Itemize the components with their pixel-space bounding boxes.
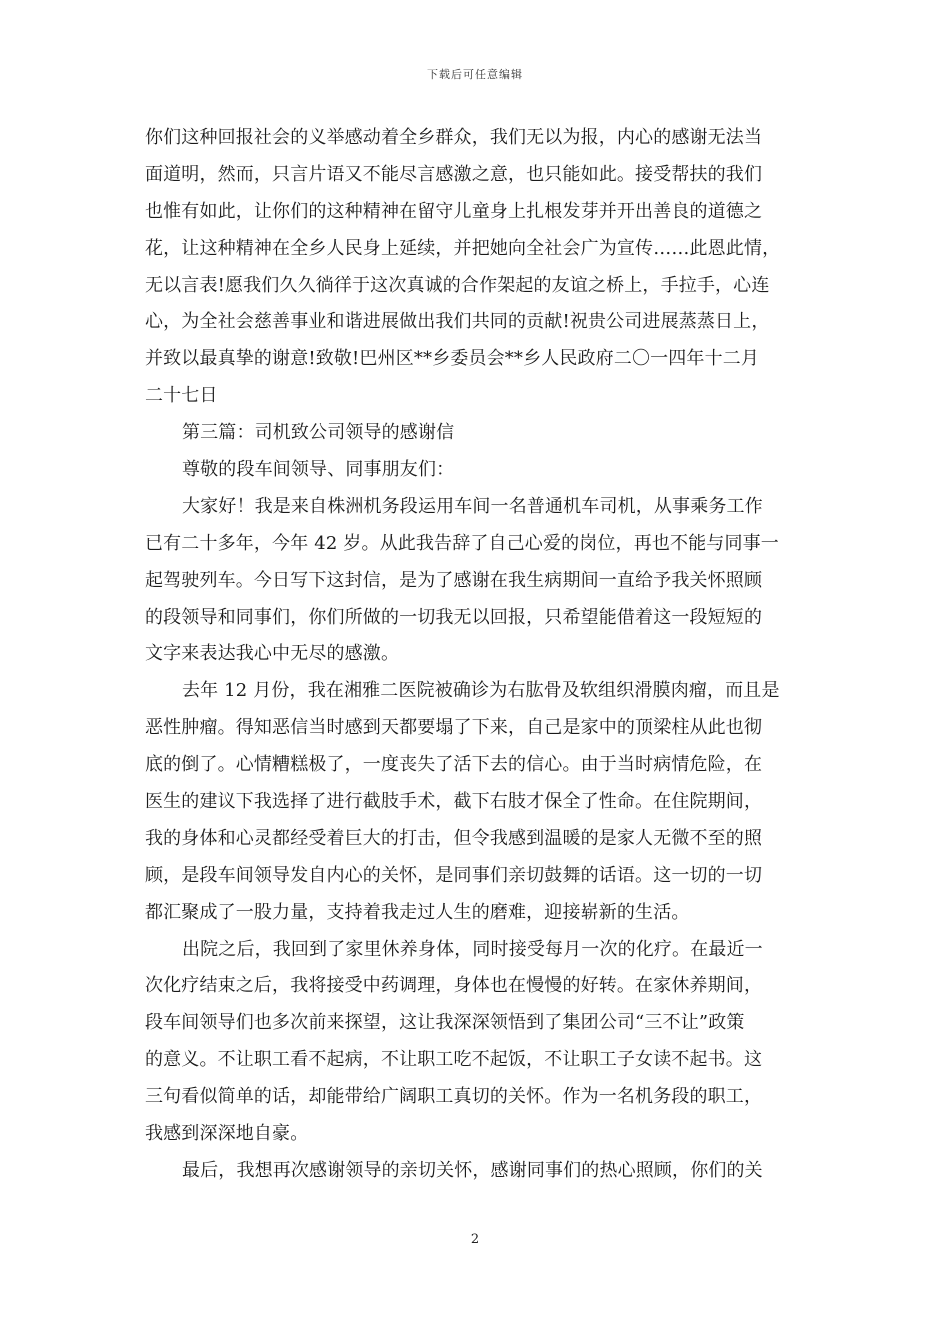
text-line: 心，为全社会慈善事业和谐进展做出我们共同的贡献!祝贵公司进展蒸蒸日上，: [145, 311, 770, 333]
text-line: 二十七日: [145, 385, 218, 407]
text-line: 尊敬的段车间领导、同事朋友们：: [182, 459, 455, 481]
text-line: 恶性肿瘤。得知恶信当时感到天都要塌了下来，自己是家中的顶梁柱从此也彻: [145, 717, 763, 739]
text-line: 第三篇：司机致公司领导的感谢信: [182, 422, 455, 444]
text-line: 都汇聚成了一股力量，支持着我走过人生的磨难，迎接崭新的生活。: [145, 901, 690, 923]
page-header: 下载后可任意编辑: [427, 68, 523, 81]
text-line: 花，让这种精神在全乡人民身上延续，并把她向全社会广为宣传……此恩此情，: [145, 237, 781, 259]
text-line: 三句看似简单的话，却能带给广阔职工真切的关怀。作为一名机务段的职工，: [145, 1086, 763, 1108]
text-line: 出院之后，我回到了家里休养身体，同时接受每月一次的化疗。在最近一: [182, 938, 763, 960]
text-line: 面道明，然而，只言片语又不能尽言感激之意，也只能如此。接受帮扶的我们: [145, 163, 763, 185]
text-line: 我的身体和心灵都经受着巨大的打击，但令我感到温暖的是家人无微不至的照: [145, 827, 763, 849]
text-line: 也惟有如此，让你们的这种精神在留守儿童身上扎根发芽并开出善良的道德之: [145, 200, 763, 222]
text-line: 去年 12 月份，我在湘雅二医院被确诊为右肱骨及软组织滑膜肉瘤，而且是: [182, 680, 780, 702]
text-line: 已有二十多年，今年 42 岁。从此我告辞了自己心爱的岗位，再也不能与同事一: [145, 532, 779, 554]
text-line: 段车间领导们也多次前来探望，这让我深深领悟到了集团公司“三不让”政策: [145, 1012, 745, 1034]
text-line: 顾，是段车间领导发自内心的关怀，是同事们亲切鼓舞的话语。这一切的一切: [145, 864, 763, 886]
text-line: 起驾驶列车。今日写下这封信，是为了感谢在我生病期间一直给予我关怀照顾: [145, 569, 763, 591]
document-body: [145, 120, 815, 1190]
text-line: 大家好！我是来自株洲机务段运用车间一名普通机车司机，从事乘务工作: [182, 495, 763, 517]
page-number: 2: [470, 1232, 480, 1247]
text-line: 最后，我想再次感谢领导的亲切关怀，感谢同事们的热心照顾，你们的关: [182, 1159, 763, 1181]
text-line: 医生的建议下我选择了进行截肢手术，截下右肢才保全了性命。在住院期间，: [145, 791, 763, 813]
text-line: 并致以最真挚的谢意!致敬!巴州区**乡委员会**乡人民政府二〇一四年十二月: [145, 348, 760, 370]
text-line: 的段领导和同事们，你们所做的一切我无以回报，只希望能借着这一段短短的: [145, 606, 763, 628]
text-line: 次化疗结束之后，我将接受中药调理，身体也在慢慢的好转。在家休养期间，: [145, 975, 763, 997]
text-line: 你们这种回报社会的义举感动着全乡群众，我们无以为报，内心的感谢无法当: [145, 127, 763, 148]
text-line: 我感到深深地自豪。: [145, 1123, 309, 1145]
text-line: 底的倒了。心情糟糕极了，一度丧失了活下去的信心。由于当时病情危险，在: [145, 754, 763, 776]
text-line: 无以言表!愿我们久久徜徉于这次真诚的合作架起的友谊之桥上，手拉手，心连: [145, 274, 770, 296]
text-line: 文字来表达我心中无尽的感激。: [145, 643, 400, 665]
text-line: 的意义。不让职工看不起病，不让职工吃不起饭，不让职工子女读不起书。这: [145, 1049, 763, 1071]
